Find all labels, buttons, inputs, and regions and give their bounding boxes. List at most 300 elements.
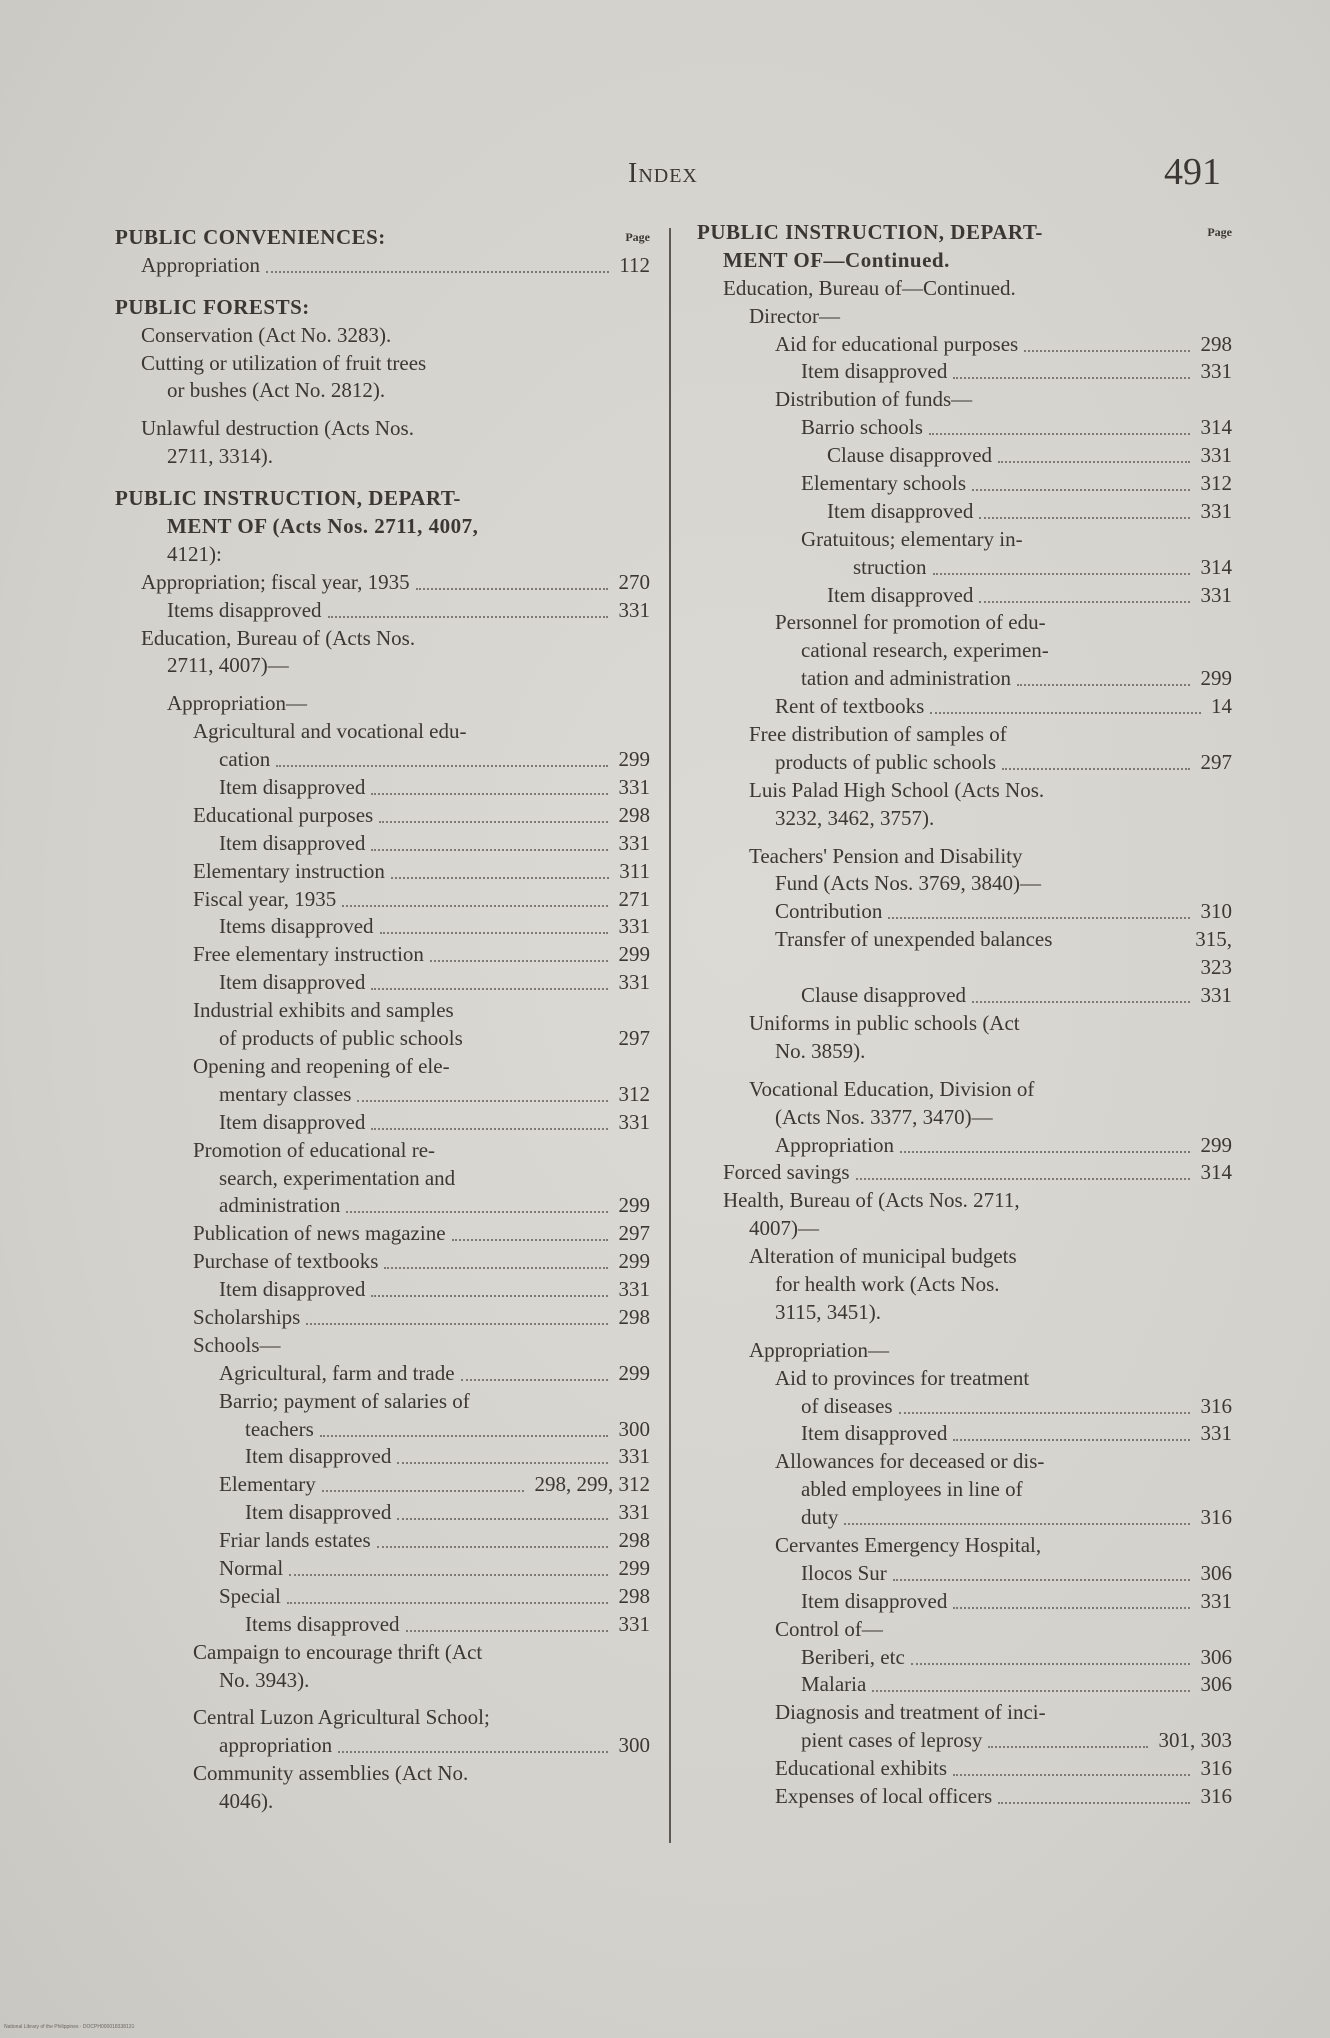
- entry-text: Community assemblies (Act No.: [193, 1761, 469, 1786]
- entry-text: Director—: [749, 303, 840, 328]
- entry-text: Beriberi, etc: [801, 1644, 905, 1669]
- entry-text: Elementary: [219, 1472, 316, 1497]
- index-entry: [697, 526, 1232, 554]
- entry-page-ref: 301, 303: [1158, 1728, 1232, 1753]
- entry-page-ref: 297: [618, 1221, 650, 1246]
- index-entry: [697, 386, 1232, 414]
- dot-leader: [346, 1211, 608, 1213]
- entry-page-ref: 331: [618, 914, 650, 939]
- index-entry: [697, 982, 1232, 1010]
- entry-heading: MENT OF—Continued.: [723, 247, 950, 272]
- index-entry: [115, 1332, 650, 1360]
- dot-leader: [979, 517, 1190, 519]
- entry-text: Central Luzon Agricultural School;: [193, 1705, 490, 1730]
- entry-page-ref: 331: [1200, 443, 1232, 468]
- index-entry: [115, 569, 650, 597]
- index-entry: [697, 1504, 1232, 1532]
- entry-page-ref: 270: [618, 569, 650, 594]
- entry-text: Control of—: [775, 1616, 883, 1641]
- entry-text: of diseases: [801, 1393, 893, 1418]
- dot-leader: [380, 932, 608, 934]
- index-entry: [115, 513, 650, 541]
- entry-text: Elementary instruction: [193, 858, 385, 883]
- entry-page-ref: 331: [618, 775, 650, 800]
- entry-text: teachers: [245, 1416, 314, 1441]
- entry-page-ref: 299: [1200, 666, 1232, 691]
- index-entry: [697, 442, 1232, 470]
- entry-page-ref: 331: [618, 970, 650, 995]
- index-entry: [697, 693, 1232, 721]
- entry-text: duty: [801, 1505, 839, 1530]
- running-header-title: Index: [628, 158, 698, 189]
- entry-text: Industrial exhibits and samples: [193, 998, 454, 1023]
- dot-leader: [998, 1802, 1190, 1804]
- index-entry: [115, 1611, 650, 1639]
- dot-leader: [953, 1607, 1190, 1609]
- dot-leader: [933, 573, 1190, 575]
- entry-text: Aid to provinces for treatment: [775, 1365, 1030, 1390]
- entry-text: 4046).: [219, 1789, 274, 1814]
- entry-text: Item disapproved: [827, 582, 974, 607]
- index-entry: [697, 805, 1232, 833]
- index-entry: [115, 746, 650, 774]
- index-entry: [115, 224, 650, 252]
- entry-text: Transfer of unexpended balances: [775, 927, 1053, 952]
- entry-page-ref: 306: [1200, 1644, 1232, 1669]
- left-index-column: [115, 224, 650, 1816]
- entry-page-ref: 331: [1200, 582, 1232, 607]
- entry-text: appropriation: [219, 1733, 333, 1758]
- index-entry: [115, 858, 650, 886]
- index-entry: [697, 331, 1232, 359]
- index-entry: [697, 1588, 1232, 1616]
- entry-page-ref: 331: [618, 1109, 650, 1134]
- entry-page-ref: 300: [618, 1733, 650, 1758]
- index-entry: [697, 1644, 1232, 1672]
- entry-page-ref: 299: [618, 1193, 650, 1218]
- dot-leader: [953, 1439, 1190, 1441]
- index-entry: [697, 1215, 1232, 1243]
- entry-page-ref: 298: [1200, 331, 1232, 356]
- index-entry: [697, 954, 1232, 982]
- entry-page-ref: 297: [1200, 749, 1232, 774]
- entry-text: (Acts Nos. 3377, 3470)—: [775, 1104, 993, 1129]
- entry-page-ref: 314: [1200, 415, 1232, 440]
- entry-text: Gratuitous; elementary in-: [801, 526, 1023, 551]
- index-entry: [115, 252, 650, 280]
- entry-text: Diagnosis and treatment of inci-: [775, 1700, 1046, 1725]
- dot-leader: [979, 601, 1190, 603]
- entry-text: Cutting or utilization of fruit trees: [141, 350, 427, 375]
- index-entry: [115, 941, 650, 969]
- entry-text: Contribution: [775, 899, 883, 924]
- entry-page-ref: 271: [618, 886, 650, 911]
- dot-leader: [322, 1490, 524, 1492]
- entry-text: Friar lands estates: [219, 1528, 371, 1553]
- dot-leader: [893, 1579, 1190, 1581]
- entry-text: Item disapproved: [245, 1500, 392, 1525]
- index-entry: [115, 997, 650, 1025]
- dot-leader: [1017, 684, 1190, 686]
- entry-text: Item disapproved: [827, 498, 974, 523]
- index-entry: [697, 1448, 1232, 1476]
- dot-leader: [384, 1267, 608, 1269]
- entry-page-ref: 316: [1200, 1756, 1232, 1781]
- entry-text: Fund (Acts Nos. 3769, 3840)—: [775, 871, 1041, 896]
- index-entry: [115, 1704, 650, 1732]
- entry-text: for health work (Acts Nos.: [775, 1271, 1000, 1296]
- index-entry: [697, 554, 1232, 582]
- index-entry: [697, 1783, 1232, 1811]
- right-index-column: [697, 219, 1232, 1811]
- index-entry: [115, 1304, 650, 1332]
- entry-text: 4121):: [167, 541, 222, 566]
- entry-page-ref: 331: [1200, 359, 1232, 384]
- entry-page-ref: 331: [618, 597, 650, 622]
- entry-text: 3115, 3451).: [775, 1299, 881, 1324]
- entry-page-ref: 298: [618, 802, 650, 827]
- entry-text: Appropriation: [141, 252, 260, 277]
- index-entry: [697, 1671, 1232, 1699]
- dot-leader: [328, 616, 608, 618]
- entry-heading: PUBLIC CONVENIENCES:: [115, 225, 386, 249]
- entry-text: Allowances for deceased or dis-: [775, 1449, 1045, 1474]
- entry-page-ref: 112: [619, 252, 650, 277]
- entry-text: Item disapproved: [219, 970, 366, 995]
- entry-text: cational research, experimen-: [801, 638, 1049, 663]
- entry-text: Item disapproved: [801, 1588, 948, 1613]
- entry-heading: PUBLIC INSTRUCTION, DEPART-: [697, 220, 1043, 244]
- dot-leader: [899, 1412, 1190, 1414]
- entry-page-ref: 316: [1200, 1393, 1232, 1418]
- dot-leader: [397, 1462, 608, 1464]
- entry-text: No. 3943).: [219, 1667, 310, 1692]
- index-entry: [115, 830, 650, 858]
- entry-text: Conservation (Act No. 3283).: [141, 322, 392, 347]
- entry-text: Elementary schools: [801, 471, 967, 496]
- dot-leader: [289, 1574, 608, 1576]
- dot-leader: [888, 917, 1190, 919]
- entry-page-ref: 310: [1200, 899, 1232, 924]
- entry-page-ref: 298: [618, 1583, 650, 1608]
- dot-leader: [416, 588, 608, 590]
- index-entry: [697, 1104, 1232, 1132]
- index-entry: [115, 1276, 650, 1304]
- dot-leader: [391, 877, 609, 879]
- entry-text: Schools—: [193, 1332, 281, 1357]
- index-entry: [115, 294, 650, 322]
- entry-text: Unlawful destruction (Acts Nos.: [141, 416, 414, 441]
- index-entry: [115, 322, 650, 350]
- entry-text: or bushes (Act No. 2812).: [167, 378, 386, 403]
- entry-text: 3232, 3462, 3757).: [775, 805, 935, 830]
- index-entry: [697, 1420, 1232, 1448]
- entry-text: Barrio schools: [801, 415, 923, 440]
- entry-page-ref: 331: [1200, 498, 1232, 523]
- dot-leader: [844, 1523, 1190, 1525]
- entry-page-ref: 331: [1200, 983, 1232, 1008]
- entry-text: Vocational Education, Division of: [749, 1076, 1035, 1101]
- entry-page-ref: 298, 299, 312: [534, 1472, 650, 1497]
- index-entry: [697, 637, 1232, 665]
- dot-leader: [953, 1774, 1190, 1776]
- entry-page-ref: 14: [1211, 694, 1232, 719]
- entry-page-ref: 314: [1200, 1160, 1232, 1185]
- entry-page-ref: 299: [618, 1249, 650, 1274]
- entry-page-ref: 312: [618, 1081, 650, 1106]
- index-entry: [697, 1132, 1232, 1160]
- entry-text: Teachers' Pension and Disability: [749, 843, 1023, 868]
- entry-page-ref: 311: [619, 858, 650, 883]
- entry-text: struction: [853, 554, 927, 579]
- dot-leader: [972, 1001, 1190, 1003]
- index-entry: [115, 1053, 650, 1081]
- index-entry: [115, 1192, 650, 1220]
- index-entry: [697, 870, 1232, 898]
- dot-leader: [988, 1746, 1148, 1748]
- dot-leader: [461, 1379, 608, 1381]
- entry-page-ref: 298: [618, 1304, 650, 1329]
- entry-page-ref: 299: [618, 942, 650, 967]
- entry-text: 4007)—: [749, 1216, 819, 1241]
- entry-page-ref: 331: [618, 1500, 650, 1525]
- entry-text: Malaria: [801, 1672, 867, 1697]
- entry-text: 2711, 3314).: [167, 444, 273, 469]
- entry-text: Appropriation—: [749, 1337, 889, 1362]
- entry-page-ref: 331: [1200, 1421, 1232, 1446]
- dot-leader: [371, 849, 608, 851]
- entry-text: Normal: [219, 1555, 284, 1580]
- index-entry: [115, 913, 650, 941]
- entry-page-ref: 331: [618, 1444, 650, 1469]
- entry-heading: MENT OF (Acts Nos. 2711, 4007,: [167, 514, 479, 539]
- dot-leader: [338, 1751, 608, 1753]
- index-entry: [697, 1365, 1232, 1393]
- index-entry: [697, 1699, 1232, 1727]
- entry-text: Publication of news magazine: [193, 1221, 446, 1246]
- entry-text: Health, Bureau of (Acts Nos. 2711,: [723, 1188, 1020, 1213]
- entry-text: Educational purposes: [193, 802, 374, 827]
- entry-text: Personnel for promotion of edu-: [775, 610, 1046, 635]
- entry-text: of products of public schools: [219, 1026, 463, 1051]
- index-entry: [697, 665, 1232, 693]
- dot-leader: [998, 461, 1190, 463]
- dot-leader: [452, 1239, 608, 1241]
- dot-leader: [379, 821, 608, 823]
- entry-text: Item disapproved: [245, 1444, 392, 1469]
- entry-page-ref: 298: [618, 1528, 650, 1553]
- entry-text: Luis Palad High School (Acts Nos.: [749, 777, 1045, 802]
- index-entry: [697, 609, 1232, 637]
- index-entry: [115, 541, 650, 569]
- entry-text: abled employees in line of: [801, 1477, 1023, 1502]
- index-entry: [697, 414, 1232, 442]
- entry-text: Clause disapproved: [827, 443, 993, 468]
- entry-text: Expenses of local officers: [775, 1783, 993, 1808]
- index-entry: [697, 843, 1232, 871]
- entry-text: Item disapproved: [219, 775, 366, 800]
- entry-text: Educational exhibits: [775, 1756, 948, 1781]
- index-entry: [697, 247, 1232, 275]
- index-entry: [115, 1443, 650, 1471]
- entry-text: Items disapproved: [219, 914, 374, 939]
- entry-text: Item disapproved: [219, 830, 366, 855]
- entry-text: Agricultural, farm and trade: [219, 1360, 455, 1385]
- entry-text: Item disapproved: [801, 359, 948, 384]
- index-entry: [115, 485, 650, 513]
- index-entry: [115, 652, 650, 680]
- dot-leader: [900, 1151, 1190, 1153]
- entry-text: Fiscal year, 1935: [193, 886, 337, 911]
- entry-page-ref: 299: [618, 1360, 650, 1385]
- index-entry: [115, 1732, 650, 1760]
- entry-text: Forced savings: [723, 1160, 850, 1185]
- entry-text: Barrio; payment of salaries of: [219, 1388, 470, 1413]
- entry-text: cation: [219, 747, 271, 772]
- dot-leader: [397, 1518, 608, 1520]
- entry-text: Items disapproved: [167, 597, 322, 622]
- index-entry: [697, 358, 1232, 386]
- entry-text: No. 3859).: [775, 1038, 866, 1063]
- index-entry: [697, 1243, 1232, 1271]
- entry-page-ref: 331: [618, 1277, 650, 1302]
- entry-text: mentary classes: [219, 1081, 352, 1106]
- index-entry: [115, 802, 650, 830]
- index-entry: [697, 582, 1232, 610]
- dot-leader: [306, 1323, 608, 1325]
- entry-page-ref: 316: [1200, 1505, 1232, 1530]
- dot-leader: [972, 489, 1190, 491]
- dot-leader: [371, 1128, 608, 1130]
- index-entry: [115, 1788, 650, 1816]
- index-entry: [697, 926, 1232, 954]
- dot-leader: [276, 765, 608, 767]
- index-entry: [697, 219, 1232, 247]
- index-entry: [115, 1667, 650, 1695]
- entry-page-ref: 300: [618, 1416, 650, 1441]
- entry-text: administration: [219, 1193, 341, 1218]
- entry-text: Appropriation: [775, 1132, 894, 1157]
- page-column-label: Page: [625, 230, 650, 244]
- index-entry: [697, 777, 1232, 805]
- index-entry: [115, 1416, 650, 1444]
- dot-leader: [342, 905, 608, 907]
- index-entry: [115, 350, 650, 378]
- index-entry: [115, 415, 650, 443]
- index-entry: [697, 1532, 1232, 1560]
- index-entry: [697, 1159, 1232, 1187]
- entry-text: Free elementary instruction: [193, 942, 424, 967]
- index-entry: [697, 1755, 1232, 1783]
- dot-leader: [320, 1435, 608, 1437]
- entry-text: Promotion of educational re-: [193, 1137, 436, 1162]
- entry-page-ref: 331: [618, 830, 650, 855]
- index-entry: [115, 1081, 650, 1109]
- entry-text: Item disapproved: [801, 1421, 948, 1446]
- entry-text: tation and administration: [801, 666, 1011, 691]
- dot-leader: [371, 988, 608, 990]
- index-entry: [115, 443, 650, 471]
- entry-page-ref: 299: [618, 747, 650, 772]
- index-entry: [697, 721, 1232, 749]
- entry-page-ref: 323: [1200, 955, 1232, 980]
- entry-page-ref: 306: [1200, 1560, 1232, 1585]
- index-entry: [115, 1639, 650, 1667]
- entry-text: Item disapproved: [219, 1109, 366, 1134]
- page-number: 491: [1164, 151, 1221, 193]
- index-entry: [115, 690, 650, 718]
- entry-page-ref: 315,: [1195, 927, 1232, 952]
- index-entry: [697, 898, 1232, 926]
- entry-page-ref: 312: [1200, 471, 1232, 496]
- index-entry: [115, 1109, 650, 1137]
- entry-page-ref: 314: [1200, 554, 1232, 579]
- entry-text: Clause disapproved: [801, 983, 967, 1008]
- entry-page-ref: 331: [1200, 1588, 1232, 1613]
- entry-text: 2711, 4007)—: [167, 653, 289, 678]
- index-entry: [115, 718, 650, 746]
- index-entry: [115, 1137, 650, 1165]
- dot-leader: [929, 433, 1190, 435]
- dot-leader: [1024, 350, 1190, 352]
- entry-text: Appropriation; fiscal year, 1935: [141, 569, 410, 594]
- entry-text: Alteration of municipal budgets: [749, 1244, 1017, 1269]
- index-entry: [115, 1527, 650, 1555]
- index-entry: [115, 1165, 650, 1193]
- index-entry: [115, 1583, 650, 1611]
- index-entry: [115, 1499, 650, 1527]
- index-entry: [115, 774, 650, 802]
- entry-text: Cervantes Emergency Hospital,: [775, 1532, 1042, 1557]
- entry-text: Education, Bureau of (Acts Nos.: [141, 625, 416, 650]
- index-entry: [697, 1010, 1232, 1038]
- dot-leader: [872, 1690, 1190, 1692]
- dot-leader: [266, 271, 609, 273]
- index-entry: [115, 1760, 650, 1788]
- entry-page-ref: 306: [1200, 1672, 1232, 1697]
- index-entry: [697, 1616, 1232, 1644]
- index-entry: [115, 886, 650, 914]
- entry-text: Appropriation—: [167, 691, 307, 716]
- index-entry: [115, 1388, 650, 1416]
- index-entry: [697, 749, 1232, 777]
- index-entry: [697, 1299, 1232, 1327]
- index-entry: [115, 625, 650, 653]
- entry-heading: PUBLIC INSTRUCTION, DEPART-: [115, 486, 461, 511]
- dot-leader: [287, 1602, 608, 1604]
- entry-text: Free distribution of samples of: [749, 722, 1007, 747]
- dot-leader: [930, 712, 1201, 714]
- entry-text: Scholarships: [193, 1304, 301, 1329]
- dot-leader: [357, 1100, 608, 1102]
- index-entry: [115, 1025, 650, 1053]
- index-entry: [697, 1187, 1232, 1215]
- entry-text: Aid for educational purposes: [775, 331, 1019, 356]
- entry-text: Opening and reopening of ele-: [193, 1053, 450, 1078]
- index-entry: [697, 275, 1232, 303]
- dot-leader: [856, 1178, 1190, 1180]
- index-entry: [115, 377, 650, 405]
- index-entry: [697, 1038, 1232, 1066]
- footer-credit: National Library of the Philippines · DOCPH000018338131: [4, 2024, 135, 2030]
- page-column-label: Page: [1207, 225, 1232, 239]
- index-entry: [697, 1076, 1232, 1104]
- index-entry: [697, 1560, 1232, 1588]
- dot-leader: [377, 1546, 608, 1548]
- index-entry: [697, 303, 1232, 331]
- dot-leader: [430, 960, 608, 962]
- index-entry: [697, 1271, 1232, 1299]
